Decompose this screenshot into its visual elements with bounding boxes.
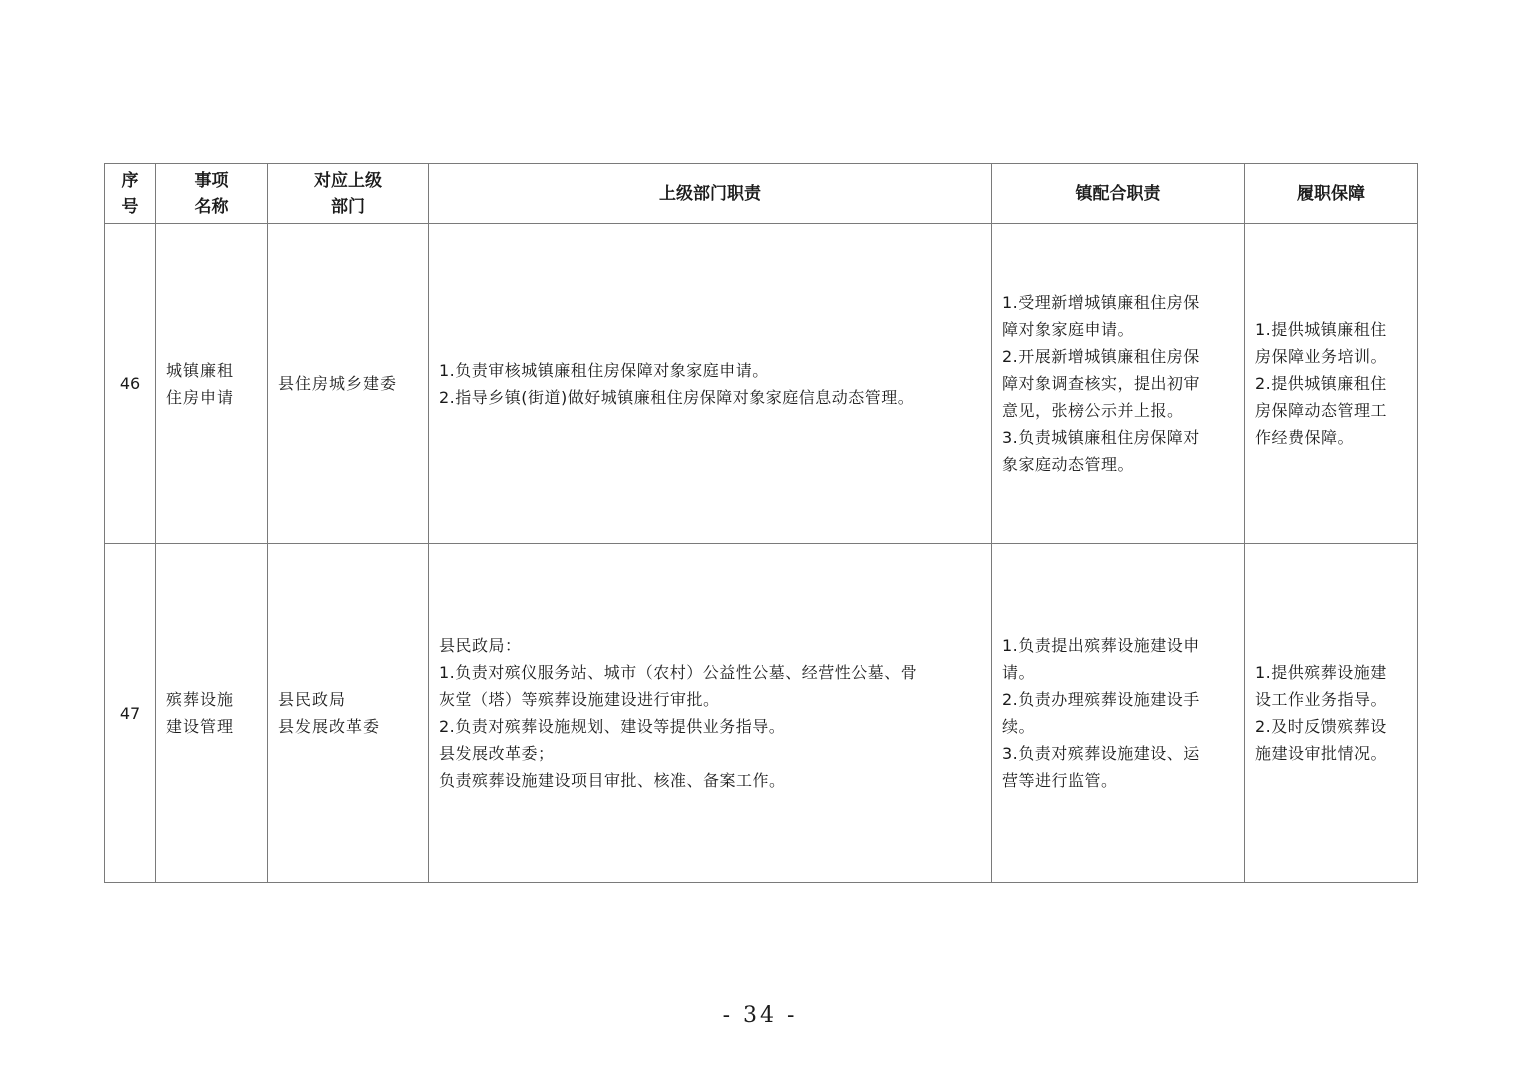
header-superior-duty: 上级部门职责 — [429, 164, 992, 224]
header-superior-dept-line: 对应上级 — [314, 170, 382, 191]
header-name-line: 事项 — [194, 170, 229, 191]
header-name-line: 名称 — [194, 196, 229, 217]
superior-dept-line: 县发展改革委 — [278, 717, 381, 736]
header-superior-dept — [268, 164, 429, 224]
header-no-line: 号 — [121, 196, 139, 217]
row-number: 46 — [105, 224, 156, 544]
guarantee — [1245, 224, 1418, 544]
item-name-line: 住房申请 — [166, 387, 235, 407]
guarantee — [1245, 544, 1418, 883]
row-number: 47 — [105, 544, 156, 883]
guarantee-line: 房保障业务培训。 — [1255, 347, 1388, 366]
guarantee-line: 1.提供殡葬设施建 — [1255, 663, 1387, 682]
header-guarantee: 履职保障 — [1245, 164, 1418, 224]
town-duty-line: 续。 — [1002, 717, 1036, 736]
item-name — [156, 544, 268, 883]
superior-duty-line: 1.负责对殡仪服务站、城市（农村）公益性公墓、经营性公墓、骨 — [439, 663, 918, 682]
item-name — [156, 224, 268, 544]
duty-table — [104, 163, 1418, 883]
superior-duty-line: 2.负责对殡葬设施规划、建设等提供业务指导。 — [439, 717, 786, 736]
guarantee-line: 1.提供城镇廉租住 — [1255, 320, 1387, 339]
guarantee-line: 房保障动态管理工 — [1255, 401, 1388, 420]
superior-duty-line: 负责殡葬设施建设项目审批、核准、备案工作。 — [439, 771, 786, 790]
table-row — [105, 544, 1418, 883]
superior-duty-line: 灰堂（塔）等殡葬设施建设进行审批。 — [439, 690, 720, 709]
superior-dept — [268, 224, 429, 544]
superior-dept-line: 县住房城乡建委 — [278, 374, 398, 393]
item-name-line: 殡葬设施 — [166, 690, 235, 709]
town-duty — [992, 224, 1245, 544]
header-town-duty: 镇配合职责 — [992, 164, 1245, 224]
item-name-line: 建设管理 — [166, 717, 235, 736]
header-row — [105, 164, 1418, 224]
guarantee-line: 2.提供城镇廉租住 — [1255, 374, 1387, 393]
town-duty-line: 2.负责办理殡葬设施建设手 — [1002, 690, 1200, 709]
town-duty-line: 3.负责对殡葬设施建设、运 — [1002, 744, 1200, 763]
town-duty-line: 请。 — [1002, 663, 1036, 682]
superior-dept-line: 县民政局 — [278, 690, 347, 709]
superior-duty — [429, 224, 992, 544]
guarantee-line: 作经费保障。 — [1255, 428, 1355, 447]
page-number: - 34 - — [722, 1003, 798, 1028]
table-row — [105, 224, 1418, 544]
item-name-line: 城镇廉租 — [166, 360, 235, 380]
superior-duty — [429, 544, 992, 883]
superior-duty-line: 1.负责审核城镇廉租住房保障对象家庭申请。 — [439, 360, 769, 380]
town-duty-line: 3.负责城镇廉租住房保障对 — [1002, 428, 1200, 447]
superior-duty-line: 2.指导乡镇(街道)做好城镇廉租住房保障对象家庭信息动态管理。 — [439, 387, 915, 407]
header-name — [156, 164, 268, 224]
superior-dept — [268, 544, 429, 883]
header-no — [105, 164, 156, 224]
town-duty-line: 1.负责提出殡葬设施建设申 — [1002, 636, 1200, 655]
town-duty-line: 2.开展新增城镇廉租住房保 — [1002, 347, 1200, 366]
header-no-line: 序 — [121, 170, 139, 191]
superior-duty-line: 县发展改革委； — [439, 744, 555, 763]
town-duty — [992, 544, 1245, 883]
guarantee-line: 设工作业务指导。 — [1255, 690, 1388, 709]
town-duty-line: 象家庭动态管理。 — [1002, 455, 1135, 474]
superior-duty-line: 县民政局： — [439, 636, 522, 655]
town-duty-line: 障对象家庭申请。 — [1002, 320, 1135, 339]
header-superior-dept-line: 部门 — [331, 196, 365, 217]
guarantee-line: 2.及时反馈殡葬设 — [1255, 717, 1387, 736]
town-duty-line: 障对象调查核实，提出初审 — [1002, 374, 1201, 393]
town-duty-line: 意见，张榜公示并上报。 — [1002, 401, 1184, 420]
town-duty-line: 营等进行监管。 — [1002, 771, 1118, 790]
guarantee-line: 施建设审批情况。 — [1255, 744, 1388, 763]
town-duty-line: 1.受理新增城镇廉租住房保 — [1002, 293, 1200, 312]
